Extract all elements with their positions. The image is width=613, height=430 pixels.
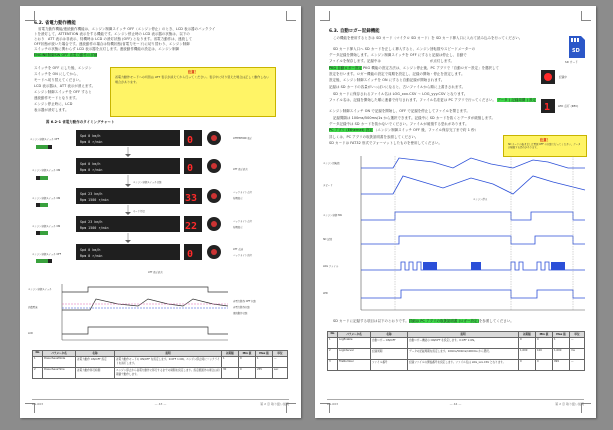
table-cell: 省電力動作 ON/OFF 設定 xyxy=(76,357,115,368)
chart-row-label: スピード xyxy=(323,184,333,187)
table-row xyxy=(328,360,585,371)
body-line: エンジン制御スイッチ ON で記録を開始し、OFF で記録を停止してファイルを閉じます。 xyxy=(329,109,470,113)
body-line: SD カード挿入口へ SD カードを正しく挿入すると、エンジン回転数やスピードメーターの xyxy=(333,47,476,51)
table-cell: 3 xyxy=(328,360,338,371)
section-title: 6.3. 自動ロガー記録機能 xyxy=(329,29,380,34)
body-line: ファイルを保存します。記録中は が点灯します。 xyxy=(329,59,455,63)
page-footer xyxy=(32,399,289,406)
body-line: この機能を使用するときは SD カード（マイクロ SD カード）を SD カード挿入口に入れて読み込みを行ってください。 xyxy=(333,36,523,40)
body-line: LCD 表示器は、ATT 表示が消えます。 xyxy=(34,84,96,88)
fig-label: エンジン制御スイッチ状態 xyxy=(133,181,162,184)
fig-label: バックライト消灯 xyxy=(233,254,253,257)
body-line: 記録間隔は 100ms/500ms/1s から選択できます。記録中に SD カードを抜くとデータが破損します。 xyxy=(333,116,495,120)
svg-text:Spd 0 km/h: Spd 0 km/h xyxy=(80,248,101,252)
chart-mid-label: エンジン停止 xyxy=(473,198,488,201)
icon-label: SD カード xyxy=(565,61,578,64)
fig-label: モード切替 xyxy=(133,210,145,213)
body-line: データ記録中は SD カードを抜かないでください。ファイルが破損する恐れがあります。 xyxy=(329,122,469,126)
body-line: SD カードに保存されるファイル名は LOG_xxx.CSV 〜 LOG_yyy.CSV となります。 xyxy=(333,92,468,96)
svg-text:0: 0 xyxy=(187,249,194,260)
rpm-waveform xyxy=(361,158,585,168)
column-header: 名称 xyxy=(76,351,115,357)
body-line: SD カードに記録する項目は以下のとおりです。詳細は PC アプリの取扱説明書 (ロガー設定)を参照してください。 xyxy=(333,319,514,323)
svg-text:33: 33 xyxy=(185,193,198,204)
fig-label: エンジン制御スイッチ ON xyxy=(32,197,61,200)
logger-parameter-table xyxy=(327,331,585,371)
chart-row-label: LOG ファイル xyxy=(323,265,339,268)
chart-row-label: エンジン制御 SW xyxy=(323,214,342,217)
table-cell: — xyxy=(570,360,585,371)
table-cell: PowerSaveMode xyxy=(43,357,76,368)
warning-note xyxy=(110,67,276,117)
body-line: ファイル名は、記録を開始した順に連番で付与されます。ファイル名変更は PC アプリで行ってください。 データ ( 記録周期 ) 設定 xyxy=(329,98,537,102)
table-cell: — xyxy=(273,357,288,368)
logfile-waveform xyxy=(361,262,585,270)
fig-label: 待機表示 xyxy=(233,226,243,229)
body-line: 設定後、エンジン制御スイッチを ON にすると自動記録が開始されます。 xyxy=(329,78,445,82)
table-row xyxy=(328,338,585,349)
svg-text:0: 0 xyxy=(187,135,194,146)
lcd-row-4 xyxy=(76,216,221,232)
figure-caption: 図 6.2-1 省電力動作のタイミングチャート xyxy=(46,120,115,124)
chart-row-label: SD 記録 xyxy=(323,238,332,241)
chart-row-label: LED xyxy=(323,292,328,295)
led-waveform xyxy=(361,290,585,298)
body-line: 記録は SD カードの容量がいっぱいになると、古いファイルから順に上書きされます。 xyxy=(329,85,466,89)
parameter-table xyxy=(32,350,288,379)
table-cell: 記録ファイルの開始番号を設定します。ファイル名は LOG_xxx.CSV となります。 xyxy=(408,360,519,371)
document-page-right xyxy=(315,6,596,418)
svg-text:Rpm 0 r/min: Rpm 0 r/min xyxy=(80,140,103,144)
body-line: 設定を行います。ロガー機能の設定で周期を設定し、記録の開始・停止を設定します。 xyxy=(329,72,465,76)
note-text: SD カードの抜き差しは電源 OFF の状態で行ってください。データが破損する恐れがあります。 xyxy=(508,143,581,150)
chart-row-label: LCD xyxy=(28,332,33,335)
column-header: No xyxy=(33,351,43,357)
column-header: No xyxy=(328,332,338,338)
table-cell: PowerSaveTime xyxy=(43,368,76,379)
switch-icon xyxy=(36,145,48,149)
footer-chapter: 第 2 章 取り扱い説明 xyxy=(260,402,289,406)
current-waveform xyxy=(62,299,228,310)
note-title: 注意！ xyxy=(187,70,199,74)
table-cell: 自動ロガー機能の ON/OFF を設定します。0:OFF 1:ON。 xyxy=(408,338,519,349)
lcd-waveform xyxy=(62,327,228,334)
table-cell: — xyxy=(570,338,585,349)
fig-label: エンジン制御スイッチ OFF xyxy=(32,253,62,256)
column-header: Min 値 xyxy=(536,332,553,338)
page-number: — 43 — xyxy=(154,402,167,406)
fig-label: エンジン制御スイッチ OFF xyxy=(30,138,60,141)
column-header: Max 値 xyxy=(256,351,273,357)
table-cell: 自動ロガー ON/OFF xyxy=(371,338,408,349)
lcd-row-2 xyxy=(76,158,221,174)
column-header: 単位 xyxy=(273,351,288,357)
table-cell: 30 xyxy=(222,368,239,379)
table-cell: 1 xyxy=(328,338,338,349)
svg-text:Rpm 0 r/min: Rpm 0 r/min xyxy=(80,254,103,258)
fig-label: ATTENTION 表示 xyxy=(233,137,253,140)
body-line: PC アプリ (Ethernet) 設定 （エンジン制御スイッチ OFF 後、ファイル保存完了まで約 1 秒） xyxy=(329,128,479,132)
body-line: とおり ATT 表示は非表示、待機時は LCD の消灯状態 (OFF) となります。省電力動作は、連続して xyxy=(34,37,193,41)
column-header: 名称 xyxy=(371,332,408,338)
table-cell: 1,000 xyxy=(519,349,536,360)
fig-label: バックライト点灯 xyxy=(233,220,253,223)
table-cell: FileNumber xyxy=(338,360,371,371)
table-cell: エンジン停止から省電力動作に移行するまでの時間を設定します。設定範囲外の場合は初期値で動作します。 xyxy=(115,368,222,379)
document-page-left xyxy=(20,6,301,418)
lcd-sequence-diagram xyxy=(28,127,293,282)
body-line: スイッチを OFF にした後、エンジン xyxy=(34,66,92,70)
svg-text:Rpm 1500 r/min: Rpm 1500 r/min xyxy=(80,226,109,230)
svg-text:Spd 23 km/h: Spd 23 km/h xyxy=(80,220,103,224)
page-number: — 44 — xyxy=(449,402,462,406)
body-line: 連続動作モードとなります。 xyxy=(34,96,79,100)
body-line: スイッチを ON にしてから、 xyxy=(34,72,81,76)
svg-text:Spd 0 km/h: Spd 0 km/h xyxy=(80,134,101,138)
svg-text:SD: SD xyxy=(572,48,580,54)
note-text: 省電力動作モードへの切替は ATT 表示が消えてから行ってください。表示中に切り替えた場合は正しく動作しない場合があります。 xyxy=(115,75,270,84)
lcd-row-5 xyxy=(76,244,221,260)
timing-chart xyxy=(28,282,293,342)
fig-label: 待機表示 xyxy=(233,197,243,200)
table-row xyxy=(328,349,585,360)
switch-knob-icon xyxy=(48,145,52,149)
switch-waveform xyxy=(62,287,228,292)
column-header: 説明 xyxy=(408,332,519,338)
chart-row-label: エンジン回転数 xyxy=(323,162,340,165)
fig-label: ATT 表示消去 xyxy=(148,271,163,274)
table-cell: 0 xyxy=(239,357,256,368)
svg-text:Rpm 0 r/min: Rpm 0 r/min xyxy=(80,168,103,172)
column-header: 初期値 xyxy=(519,332,536,338)
fig-label: エンジン制御スイッチ ON xyxy=(32,225,61,228)
table-row xyxy=(33,368,288,379)
footer-chapter: 第 2 章 取り扱い説明 xyxy=(555,402,584,406)
body-line: 省電力動作機能/連続動作機能は、エンジン制御スイッチ OFF（エンジン停止）のとき、LCD 表示器のバックライ xyxy=(38,27,216,31)
lcd-row-3 xyxy=(76,188,221,204)
body-line: エンジン制御スイッチを OFF すると xyxy=(34,90,92,94)
chart-row-label: エンジン制御スイッチ xyxy=(28,288,52,291)
section-title: 6.2. 省電力動作機能 xyxy=(34,21,76,26)
table-cell: 1 xyxy=(33,357,43,368)
column-header: パラメータ名 xyxy=(338,332,371,338)
table-cell: 1 xyxy=(256,357,273,368)
table-cell: 記録周期 xyxy=(371,349,408,360)
crop-mark xyxy=(320,11,330,21)
body-line: OFF状態が続いた場合です。連続動作の場合は待機状態(省電力モード)に切り替わり、エンジン制御 xyxy=(34,42,190,46)
body-line: SD カードは FAT32 形式でフォーマットしたものを使用してください。 xyxy=(329,141,443,145)
fig-label: エンジン制御スイッチ ON xyxy=(32,169,61,172)
table-cell: LogEnable xyxy=(338,338,371,349)
table-cell: 0 xyxy=(536,338,553,349)
body-line: 表示器が消灯します。 xyxy=(34,108,69,112)
table-cell: LogInterval xyxy=(338,349,371,360)
svg-text:Spd 0 km/h: Spd 0 km/h xyxy=(80,162,101,166)
column-header: 初期値 xyxy=(222,351,239,357)
table-cell: ファイル番号 xyxy=(371,360,408,371)
table-cell: sec xyxy=(273,368,288,379)
svg-text:1: 1 xyxy=(544,102,551,113)
table-cell: 2 xyxy=(33,368,43,379)
column-header: 説明 xyxy=(115,351,222,357)
table-cell: 0 xyxy=(519,338,536,349)
page-footer xyxy=(327,399,584,406)
note-title: 注意！ xyxy=(539,138,551,142)
table-cell: 255 xyxy=(256,368,273,379)
table-cell: 1 xyxy=(553,338,570,349)
legend-label: 省電力動作状態 xyxy=(233,306,250,309)
logger-timing-chart xyxy=(323,154,589,314)
column-header: パラメータ名 xyxy=(43,351,76,357)
body-line: エンジン停止時に、LCD xyxy=(34,102,73,106)
highlight-text: ENGINE制御SW OFF 省電力動作の詳細 xyxy=(34,53,98,57)
icon-label: LED 点灯 (REC) xyxy=(558,105,579,108)
column-header: Max 値 xyxy=(553,332,570,338)
body-line: 詳しくは、PC アプリの取扱説明書を参照してください。 xyxy=(329,135,419,139)
crop-mark xyxy=(581,11,591,21)
svg-text:0: 0 xyxy=(187,163,194,174)
column-header: 単位 xyxy=(570,332,585,338)
legend-label: 省電力動作 OFF 状態 xyxy=(233,300,256,303)
switch-waveform xyxy=(361,212,585,220)
footer-doc-id: DS-003 xyxy=(327,402,339,406)
recording-icon xyxy=(541,70,555,84)
column-header: Min 値 xyxy=(239,351,256,357)
body-line: PKG 自動ロガー設定 PKG 機能の設定方法は、エンジン停止後、PC アプリで「自動ロガー設定」を選択して xyxy=(329,66,500,70)
table-cell: 100 xyxy=(536,349,553,360)
table-cell: 0 xyxy=(519,360,536,371)
table-cell: 省電力動作移行時間 xyxy=(76,368,115,379)
table-row xyxy=(33,357,288,368)
legend-label: 連続動作状態 xyxy=(233,312,248,315)
body-line: スイッチの状態に関わらず LCD 表示器を点灯します。連続動作機能の設定は、エンジン制御 xyxy=(34,47,180,51)
fig-label: ATT 点滅 xyxy=(233,248,243,251)
body-line: モードへ切り替えてください。 xyxy=(34,78,83,82)
sd-record-waveform xyxy=(361,236,585,244)
table-cell: データの記録周期を設定します。100ms/500ms/1000ms から選択。 xyxy=(408,349,519,360)
svg-text:22: 22 xyxy=(185,221,198,232)
fig-label: ATT 表示消去 xyxy=(233,168,248,171)
footer-doc-id: DS-003 xyxy=(32,402,44,406)
table-cell: 1,000 xyxy=(553,349,570,360)
fig-label: バックライト点灯 xyxy=(233,191,253,194)
table-cell: 1 xyxy=(222,357,239,368)
svg-text:Spd 23 km/h: Spd 23 km/h xyxy=(80,192,103,196)
table-cell: 2 xyxy=(328,349,338,360)
body-line: データ記録を開始します。エンジン制御スイッチを OFF にすると記録は停止し、自動で xyxy=(329,53,467,57)
svg-text:Rpm 1500 r/min: Rpm 1500 r/min xyxy=(80,198,109,202)
body-line: トを消灯して、ATTENTION 表示をする機能です。エンジン停止時の LCD 表示器の状態は、以下の xyxy=(34,32,190,36)
table-cell: 0 xyxy=(536,360,553,371)
crop-mark xyxy=(286,11,296,21)
chart-row-label: 消費電流 xyxy=(28,306,38,309)
led-indicator-icon xyxy=(541,99,555,113)
table-cell: 999 xyxy=(553,360,570,371)
lcd-row-1 xyxy=(76,130,221,146)
speed-waveform xyxy=(361,176,585,194)
table-cell: 省電力動作モードの ON/OFF を設定します。0:OFF 1:ON。エンジン停止時にバックライトを消灯します。 xyxy=(115,357,222,368)
table-cell: ms xyxy=(570,349,585,360)
icon-label: 記録中 xyxy=(559,76,568,79)
sd-card-icon xyxy=(567,36,587,60)
table-cell: 0 xyxy=(239,368,256,379)
